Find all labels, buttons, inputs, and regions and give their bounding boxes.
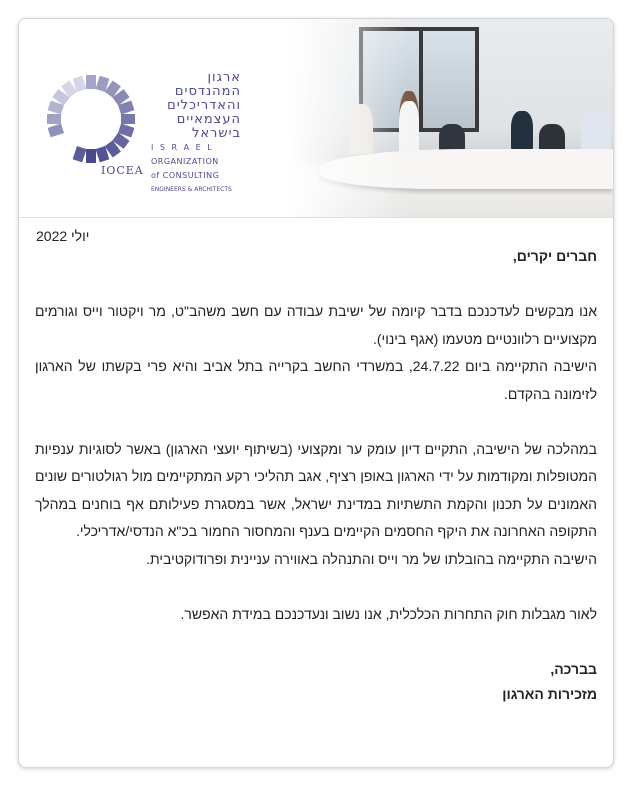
logo-ring-segment: [47, 114, 61, 124]
signature: מזכירות הארגון: [502, 686, 597, 702]
paragraph-line: המטופלות ומקודמות על ידי הארגון באופן רציף, אגב תהליכי רקע המתקיימים מול רגולטורים שונים: [35, 468, 597, 484]
paragraph-line: אנו מבקשים לעדכנכם בדבר קיומה של ישיבת עבודה עם חשב משהב"ט, מר ויקטור וייס וגורמים: [35, 303, 597, 319]
logo-english-line: ORGANIZATION: [151, 157, 219, 166]
paragraph-line: מקצועיים רלוונטיים מטעמו (אגף בינוי).: [373, 330, 597, 347]
paragraph-line: הישיבה התקיימה בהובלתו של מר וייס והתנהלה באווירה עניינית ופרודוקטיבית.: [146, 550, 597, 567]
letter-body: [35, 243, 597, 705]
logo-english-line: ENGINEERS & ARCHITECTS: [151, 186, 232, 193]
logo-text: [151, 71, 241, 197]
logo-hebrew-line: העצמאיים: [176, 112, 241, 127]
letter-date: יולי 2022: [36, 228, 90, 244]
paragraph-line: האמונים על תכנון והקמת התשתיות במדינת ישראל, אשר במסגרת פעילותם אף בוחנים במהלך: [35, 495, 597, 512]
paragraph-line: לזימונה בהקדם.: [504, 385, 597, 402]
logo-hebrew-line: ארגון המהנדסים: [174, 70, 241, 99]
logo-ring-segment: [73, 146, 87, 162]
logo-hebrew-line: בישראל: [191, 126, 241, 141]
greeting: חברים יקרים,: [512, 248, 597, 264]
paragraph-line: לאור מגבלות חוק התחרות הכלכלית, אנו נשוב ונעדכנכם במידת האפשר.: [180, 605, 597, 622]
header-banner: [19, 19, 613, 218]
logo-english-line: of CONSULTING: [151, 171, 220, 180]
paragraph-line: התקופה האחרונה את היקף החסמים הקיימים בענף והמחסור החמור בכ"א הנדסי/אדריכלי.: [75, 523, 597, 539]
logo-ring-segment: [121, 114, 135, 124]
logo-ring-segment: [86, 75, 96, 89]
paragraph-line: במהלכה של הישיבה, התקיים דיון עומק ער ומקצועי (בשיתוף יועצי הארגון) באשר לסוגיות ענפיות: [35, 440, 597, 457]
person: [511, 111, 533, 151]
logo-acronym: IOCEA: [101, 164, 144, 177]
logo-ring-segment: [48, 124, 64, 138]
logo-english-line: I S R A E L: [151, 143, 214, 152]
photo-fade: [289, 19, 409, 217]
logo-hebrew-line: והאדריכלים: [167, 98, 241, 113]
closing: בברכה,: [550, 660, 597, 677]
logo-ring-segment: [86, 149, 96, 163]
paragraph-line: הישיבה התקיימה ביום 24.7.22, במשרדי החשב בקרייה בתל אביב והיא פרי בקשתו של הארגון: [35, 358, 597, 374]
logo-ring-icon: [41, 69, 141, 169]
